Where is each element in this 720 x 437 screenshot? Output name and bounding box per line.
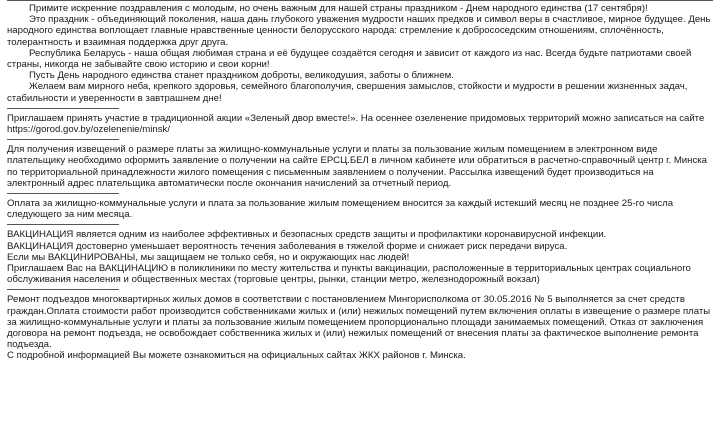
section-divider bbox=[7, 139, 119, 140]
greeting-paragraph-3: Республика Беларусь - наша общая любимая страна и её будущее создаётся сегодня и зависит от каждого из нас. Всегда будьте патриотами своей страны, никогда не забывайте свою историю и свои корни! bbox=[7, 47, 692, 71]
section-divider bbox=[7, 193, 119, 194]
repair-info-line: С подробной информацией Вы можете ознакомиться на официальных сайтах ЖКХ районов г. Минска. bbox=[7, 350, 466, 362]
greeting-paragraph-4: Пусть День народного единства станет праздником доброты, великодушия, заботы о ближнем. bbox=[29, 70, 454, 82]
section-divider bbox=[7, 224, 119, 225]
payment-paragraph: Оплата за жилищно-коммунальные услуги и плата за пользование жилым помещением вносится за каждый истекший месяц не позднее 25-го числа следующего за ним месяца. bbox=[7, 198, 674, 221]
invite-paragraph: Приглашаем принять участие в традиционной акции «Зеленый двор вместе!». На осеннее озеленение придомовых территорий можно записаться на сайте https://gorod.gov.by/ozelenenie/minsk/ bbox=[7, 112, 705, 136]
section-divider bbox=[7, 289, 119, 290]
section-divider bbox=[7, 108, 119, 109]
greeting-paragraph-5: Желаем вам мирного неба, крепкого здоровья, семейного благополучия, свершения замыслов, стойкости и мудрости в решении жизненных задач, стабильности и уверенности в завтрашнем дне! bbox=[7, 81, 688, 104]
vaccination-line-4: Приглашаем Вас на ВАКЦИНАЦИЮ в поликлиники по месту жительства и пункты вакцинации, расположенные в территориальных центрах социального обслуживания населения и общественных местах (торговые центры, рынки, станции метро, железнодорожный вокзал) bbox=[7, 263, 691, 286]
notices-paragraph: Для получения извещений о размере платы за жилищно-коммунальные услуги и платы за пользование жилым помещением в электронном виде плательщику необходимо оформить заявление о получении на сайте ЕРСЦ.БЕЛ в личном кабинете или обратиться в расчетно-справочный центр г. Минска по территориальной принадлежности жилого помещения с письменным заявлением о получении. Рассылка извещений будет производиться на электронный адрес плательщика автоматически после окончания начислений за отчетный период. bbox=[7, 144, 708, 189]
greeting-paragraph-2: Это праздник - объединяющий поколения, наша дань глубокого уважения мудрости наших предков и символ веры в счастливое, мирное будущее. День народного единства воплощает главные нравственные ценности белорусского народа: стремление к добрососедским отношениям, сплочённость, толерантность и взаимная поддержка друг друга. bbox=[7, 14, 711, 48]
repair-paragraph: Ремонт подъездов многоквартирных жилых домов в соответствии с постановлением Мингорисполкома от 30.05.2016 № 5 выполняется за счет средств граждан.Оплата стоимости работ производится собственниками жилых и (или) нежилых помещений путем включения оплаты в извещение о размере платы за жилищно-коммунальные услуги и платы за пользование жилым помещением пропорционально площади занимаемых помещений. Отказ от заключения договора на ремонт подъезда, не освобождает собственника жилых и (или) нежилых помещений от внесения платы за фактическое выполнение ремонта подъезда. bbox=[7, 294, 711, 351]
vaccination-line-3: Если мы ВАКЦИНИРОВАНЫ, мы защищаем не только себя, но и окружающих нас людей! bbox=[7, 251, 410, 263]
greeting-paragraph-1: Примите искренние поздравления с молодым, но очень важным для нашей страны праздником - Днем народного единства (17 сентября)! bbox=[29, 3, 648, 14]
top-divider bbox=[7, 0, 713, 1]
vaccination-line-2: ВАКЦИНАЦИЯ достоверно уменьшает вероятность течения заболевания в тяжелой форме и снижает риск передачи вируса. bbox=[7, 240, 568, 252]
vaccination-line-1: ВАКЦИНАЦИЯ является одним из наиболее эффективных и безопасных средств защиты и профилактики коронавирусной инфекции. bbox=[7, 229, 607, 241]
